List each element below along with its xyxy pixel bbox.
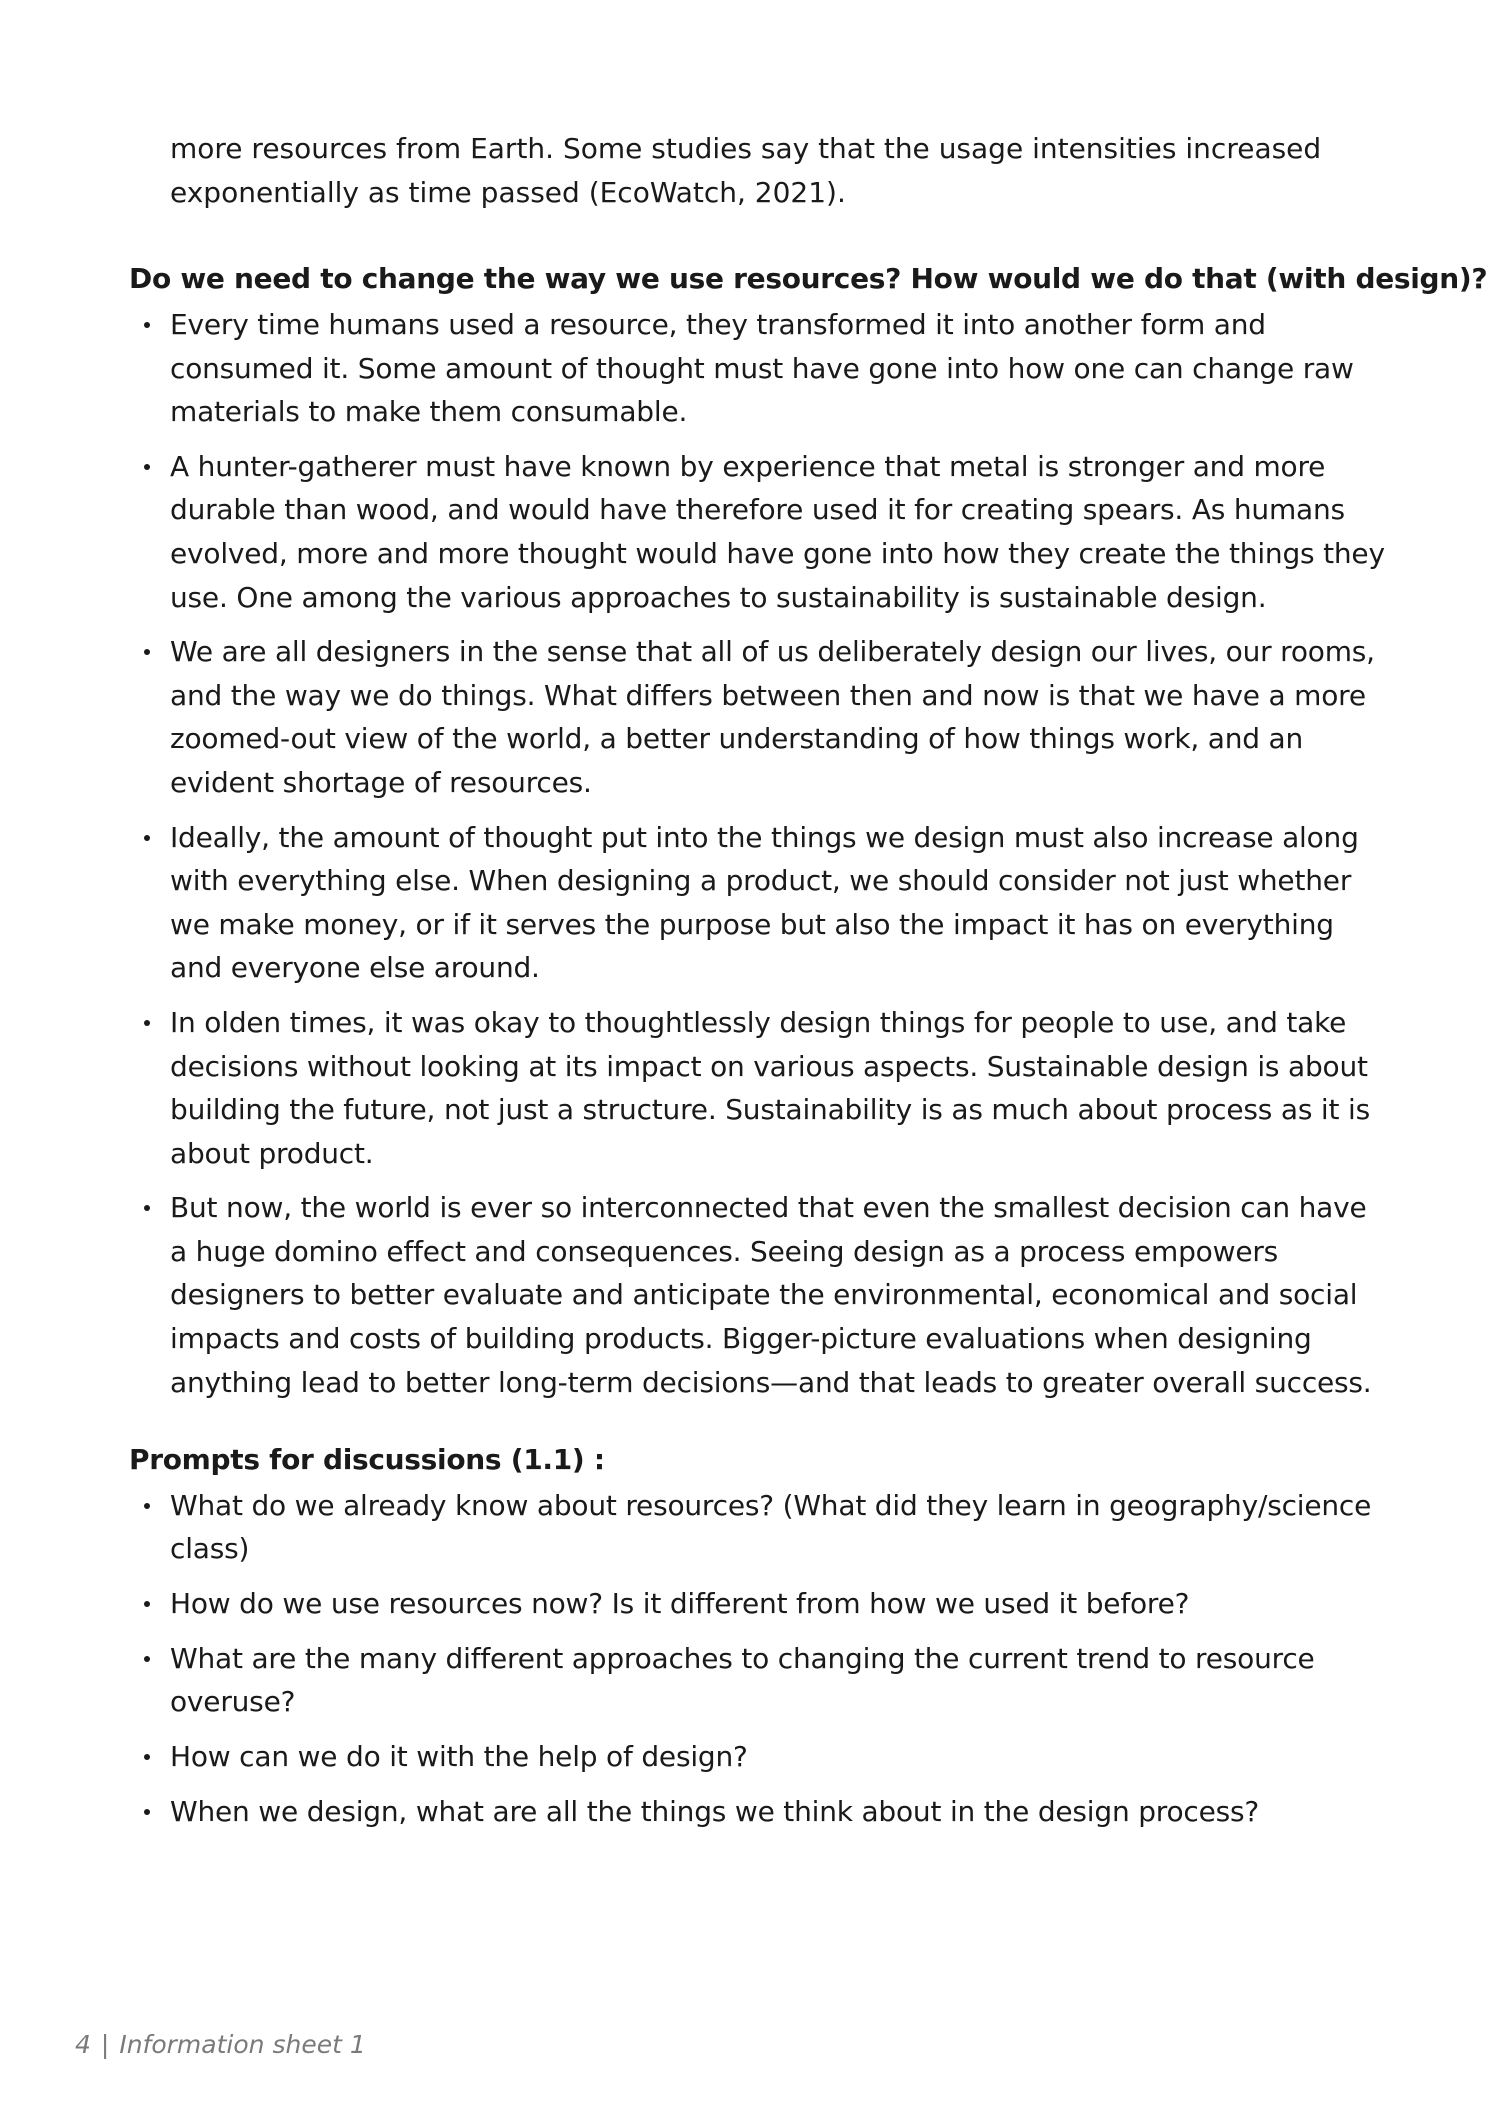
list-item-text: When we design, what are all the things we think about in the design process? bbox=[170, 1795, 1260, 1828]
list-item-text: But now, the world is ever so interconnected that even the smallest decision can have a huge domino effect and consequences. Seeing design as a process empowers designers to better evaluate and anticipate the environmental, economical and social impacts and costs of building products. Bigger-picture evaluations when designing anything lead to better long-term decisions—and that leads to greater overall success. bbox=[170, 1191, 1372, 1399]
list-item bbox=[129, 1186, 1389, 1404]
bullet-icon bbox=[144, 835, 150, 841]
list-item-text: Every time humans used a resource, they transformed it into another form and consumed it. Some amount of thought must have gone into how one can change raw materials to make them consumable. bbox=[170, 308, 1354, 429]
list-item-text: We are all designers in the sense that all of us deliberately design our lives, our rooms, and the way we do things. What differs between then and now is that we have a more zoomed-out view of the world, a better understanding of how things work, and an evident shortage of resources. bbox=[170, 635, 1375, 799]
footer-label: Information sheet 1 bbox=[119, 2030, 366, 2059]
bullet-icon bbox=[144, 464, 150, 470]
bullet-icon bbox=[144, 1503, 150, 1509]
page-footer bbox=[75, 2030, 366, 2059]
list-item-text: In olden times, it was okay to thoughtlessly design things for people to use, and take decisions without looking at its impact on various aspects. Sustainable design is about building the future, not just a structure. Sustainability is as much about process as it is about product. bbox=[170, 1005, 1370, 1170]
bullet-icon bbox=[144, 1205, 150, 1211]
intro-paragraph: more resources from Earth. Some studies say that the usage intensities increased exponentially as time passed (EcoWatch, 2021). bbox=[170, 132, 1322, 209]
bullet-icon bbox=[144, 1656, 150, 1662]
footer-separator: | bbox=[100, 2030, 110, 2059]
list-item bbox=[129, 445, 1389, 619]
list-item bbox=[129, 1735, 1389, 1778]
section-heading-resources: Do we need to change the way we use resources? How would we do that (with design)? bbox=[129, 262, 1488, 295]
page-number: 4 bbox=[75, 2030, 91, 2059]
bullet-list-prompts bbox=[129, 1484, 1389, 1845]
list-item-text: What are the many different approaches to changing the current trend to resource overuse? bbox=[170, 1642, 1315, 1718]
list-item bbox=[129, 1001, 1389, 1175]
list-item-text: A hunter-gatherer must have known by experience that metal is stronger and more durable than wood, and would have therefore used it for creating spears. As humans evolved, more and more thought would have gone into how they create the things they use. One among the various approaches to sustainability is sustainable design. bbox=[170, 449, 1385, 614]
bullet-icon bbox=[144, 649, 150, 655]
list-item bbox=[129, 303, 1389, 434]
list-item bbox=[129, 816, 1389, 990]
bullet-icon bbox=[144, 322, 150, 328]
list-item-text: Ideally, the amount of thought put into the things we design must also increase along with everything else. When designing a product, we should consider not just whether we make money, or if it serves the purpose but also the impact it has on everything and everyone else around. bbox=[170, 820, 1359, 985]
list-item-text: How do we use resources now? Is it different from how we used it before? bbox=[170, 1587, 1190, 1620]
section-heading-prompts: Prompts for discussions (1.1) : bbox=[129, 1443, 605, 1476]
bullet-icon bbox=[144, 1754, 150, 1760]
bullet-icon bbox=[144, 1020, 150, 1026]
bullet-list-resources bbox=[129, 303, 1389, 1415]
list-item-text: How can we do it with the help of design? bbox=[170, 1740, 748, 1773]
list-item bbox=[129, 1637, 1389, 1723]
bullet-icon bbox=[144, 1601, 150, 1607]
list-item bbox=[129, 630, 1389, 804]
bullet-icon bbox=[144, 1809, 150, 1815]
list-item bbox=[129, 1484, 1389, 1570]
list-item bbox=[129, 1582, 1389, 1625]
list-item bbox=[129, 1790, 1389, 1833]
list-item-text: What do we already know about resources? (What did they learn in geography/science class) bbox=[170, 1489, 1372, 1565]
